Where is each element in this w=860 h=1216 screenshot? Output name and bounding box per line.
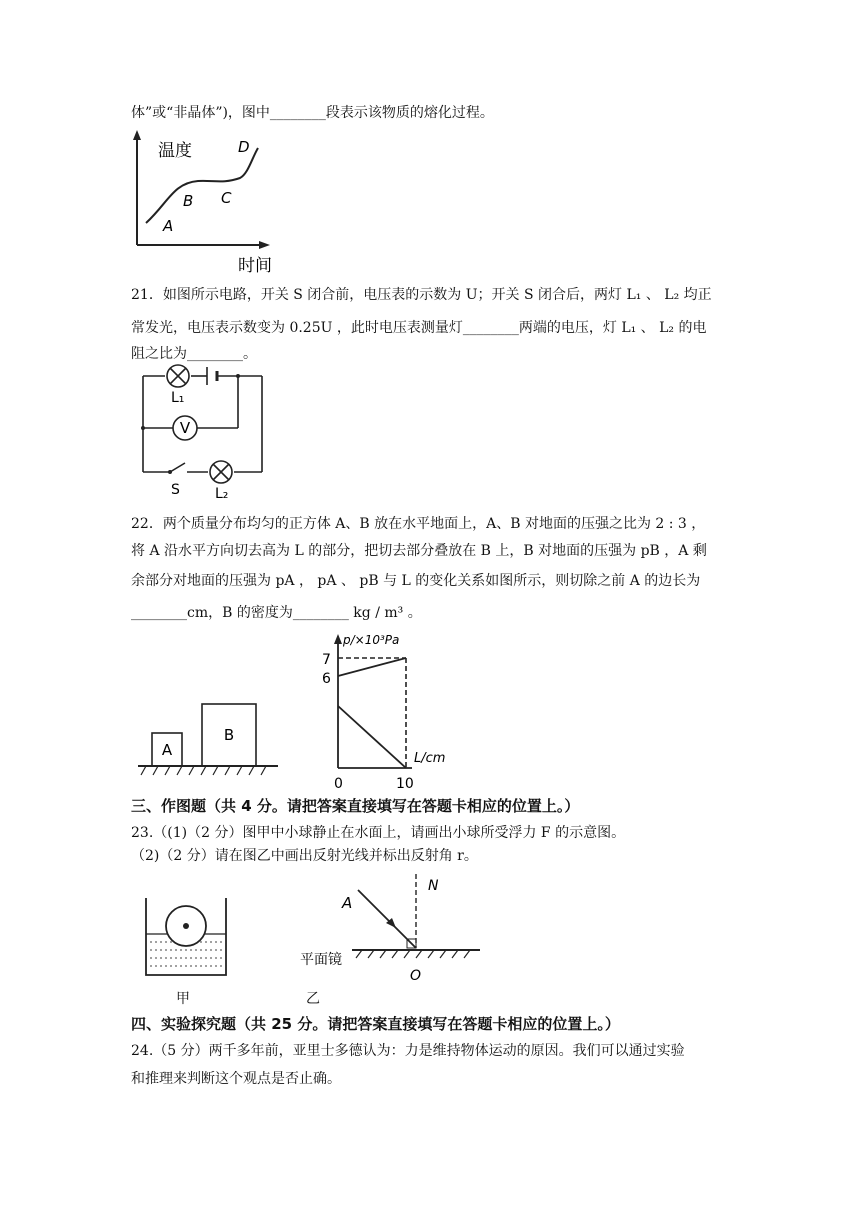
q20-text: 体”或“非晶体”)，图中________段表示该物质的熔化过程。 bbox=[131, 105, 494, 121]
point-c: C bbox=[221, 189, 232, 207]
cube-blocks-figure bbox=[138, 700, 280, 776]
q22-line2: 将 A 沿水平方向切去高为 L 的部分，把切去部分叠放在 B 上，B 对地面的压强为 pB ，A 剩 bbox=[131, 543, 707, 559]
q24-line2: 和推理来判断这个观点是否止确。 bbox=[131, 1071, 341, 1087]
graph-xlabel: 时间 bbox=[238, 256, 272, 276]
section4-heading: 四、实验探究题（共 25 分。请把答案直接填写在答题卡相应的位置上。） bbox=[131, 1015, 620, 1033]
q21-line1: 21．如图所示电路，开关 S 闭合前，电压表的示数为 U；开关 S 闭合后，两灯 L₁ 、 L₂ 均正 bbox=[131, 287, 712, 303]
melting-graph bbox=[128, 128, 278, 278]
pressure-graph bbox=[300, 628, 470, 793]
q24-line1: 24.（5 分）两千多年前，亚里士多德认为：力是维持物体运动的原因。我们可以通过实验 bbox=[131, 1043, 685, 1059]
voltmeter-label: V bbox=[179, 419, 191, 437]
switch-label: S bbox=[171, 482, 180, 498]
section3-heading: 三、作图题（共 4 分。请把答案直接填写在答题卡相应的位置上。） bbox=[131, 797, 580, 815]
normal-label: N bbox=[428, 878, 439, 894]
xtick-10: 10 bbox=[396, 776, 414, 792]
q22-line4: ________cm，B 的密度为________ kg / m³ 。 bbox=[131, 605, 422, 621]
q22-line1: 22．两个质量分布均匀的正方体 A、B 放在水平地面上，A、B 对地面的压强之比为 2 : 3 ， bbox=[131, 516, 706, 532]
circuit-diagram bbox=[135, 362, 270, 504]
lamp-l2-label: L₂ bbox=[215, 486, 229, 502]
caption-yi: 乙 bbox=[306, 991, 320, 1007]
ytick-7: 7 bbox=[322, 652, 331, 668]
mirror-label: 平面镜 bbox=[300, 952, 342, 968]
point-b: B bbox=[183, 192, 194, 210]
q23-part2: （2)（2 分）请在图乙中画出反射光线并标出反射角 r。 bbox=[131, 848, 478, 864]
ball-in-water-figure bbox=[138, 890, 238, 982]
point-a-label: A bbox=[342, 894, 353, 912]
caption-jia: 甲 bbox=[176, 991, 190, 1007]
graph-ylabel: p/×10³Pa bbox=[343, 633, 400, 647]
series-line-1 bbox=[338, 658, 406, 676]
point-a: A bbox=[163, 217, 174, 235]
ytick-6: 6 bbox=[322, 671, 331, 687]
graph-ylabel: 温度 bbox=[158, 141, 192, 161]
series-line-2 bbox=[338, 706, 406, 768]
q21-line2: 常发光，电压表示数变为 0.25U ，此时电压表测量灯________两端的电压，灯 L₁ 、 L₂ 的电 bbox=[131, 320, 707, 336]
point-o-label: O bbox=[410, 968, 422, 982]
q23-part1: 23.（(1)（2 分）图甲中小球静止在水面上，请画出小球所受浮力 F 的示意图。 bbox=[131, 825, 626, 841]
q21-line3: 阻之比为________。 bbox=[131, 346, 257, 362]
reflection-figure bbox=[298, 870, 488, 982]
point-d: D bbox=[238, 138, 250, 156]
block-a-label: A bbox=[161, 741, 173, 759]
q22-line3: 余部分对地面的压强为 pA ， pA 、 pB 与 L 的变化关系如图所示，则切除之前 A 的边长为 bbox=[131, 573, 701, 589]
xtick-0: 0 bbox=[334, 776, 343, 792]
graph-xlabel: L/cm bbox=[414, 751, 446, 766]
block-b-label: B bbox=[223, 726, 235, 744]
lamp-l1-label: L₁ bbox=[171, 390, 185, 406]
